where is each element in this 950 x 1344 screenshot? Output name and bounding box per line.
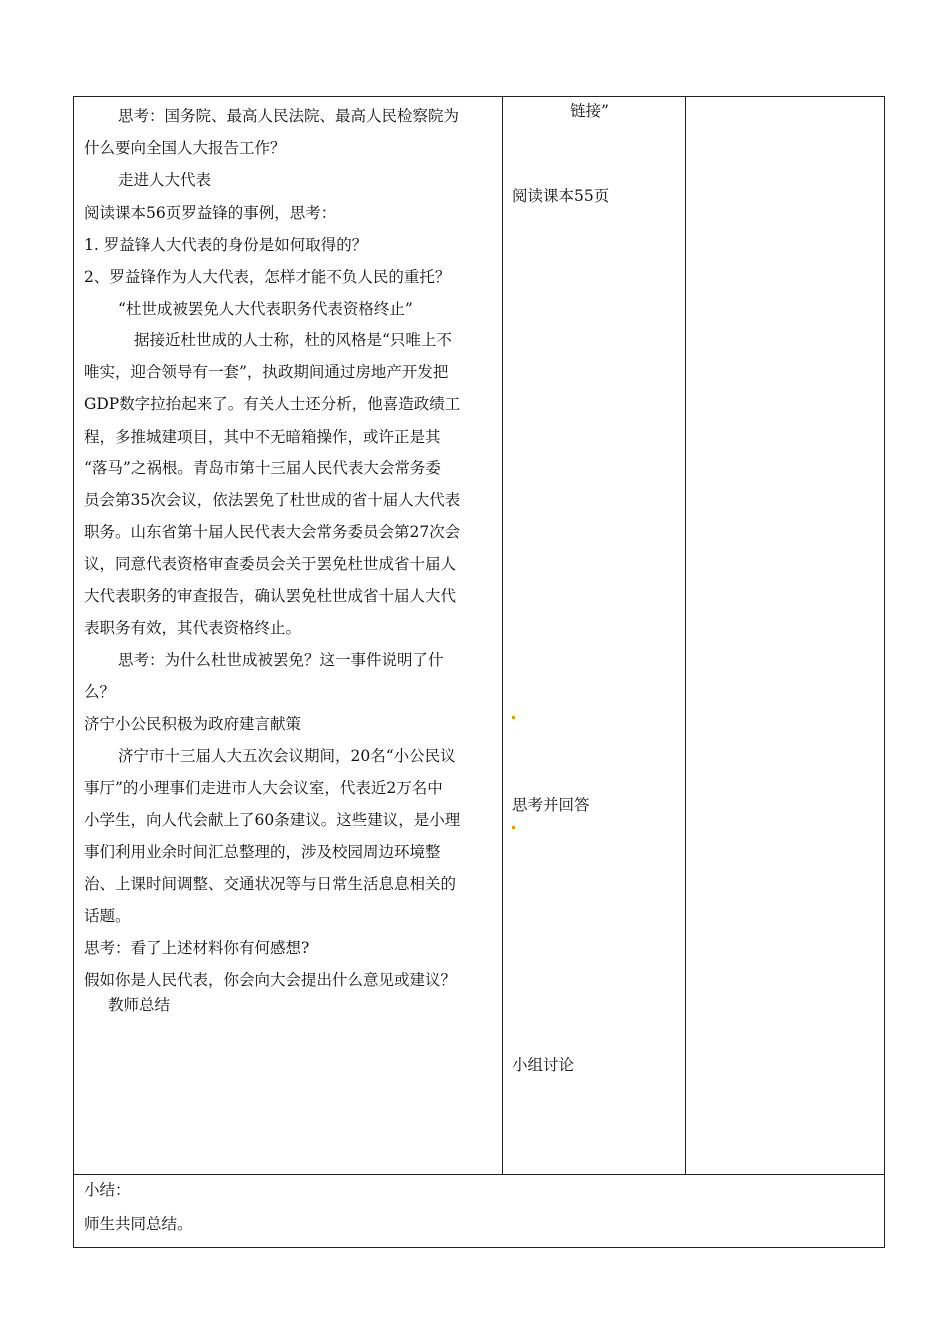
left-text-line: 议，同意代表资格审查委员会关于罢免杜世成省十届人	[84, 555, 457, 573]
read-textbook-text: 阅读课本55页	[512, 187, 610, 205]
left-text-line: 事们利用业余时间汇总整理的，涉及校园周边环境整	[84, 843, 441, 861]
column-divider-2	[685, 96, 686, 1174]
left-text-line: 教师总结	[108, 996, 171, 1014]
left-text-line: 济宁市十三届人大五次会议期间，20名“小公民议	[118, 747, 456, 765]
left-text-line: 程，多推城建项目，其中不无暗箱操作，或许正是其	[84, 428, 441, 446]
left-text-line: 1. 罗益锋人大代表的身份是如何取得的？	[84, 236, 368, 254]
left-text-line: 假如你是人民代表，你会向大会提出什么意见或建议？	[84, 971, 457, 989]
left-text-line: 济宁小公民积极为政府建言献策	[84, 715, 302, 733]
left-text-line: 据接近杜世成的人士称，杜的风格是“只唯上不	[134, 331, 452, 349]
group-discuss-text: 小组讨论	[512, 1056, 575, 1074]
left-text-line: 事厅”的小理事们走进市人大会议室，代表近2万名中	[84, 779, 443, 797]
left-text-line: GDP数字拉抬起来了。有关人士还分析，他喜造政绩工	[84, 395, 461, 413]
left-text-line: “落马”之祸根。青岛市第十三届人民代表大会常务委	[84, 459, 441, 477]
left-text-line: 唯实，迎合领导有一套”，执政期间通过房地产开发把	[84, 363, 449, 381]
decorative-mark	[512, 826, 515, 829]
link-text: 链接”	[570, 102, 609, 120]
left-text-line: 走进人大代表	[118, 171, 212, 189]
left-text-line: 表职务有效，其代表资格终止。	[84, 619, 302, 637]
column-divider-1	[502, 96, 503, 1174]
summary-row-divider	[73, 1174, 885, 1175]
left-text-line: 思考：国务院、最高人民法院、最高人民检察院为	[118, 107, 460, 125]
left-text-line: 阅读课本56页罗益锋的事例，思考：	[84, 204, 337, 222]
left-text-line: 大代表职务的审查报告，确认罢免杜世成省十届人大代	[84, 587, 457, 605]
left-text-line: “杜世成被罢免人大代表职务代表资格终止”	[118, 300, 413, 318]
left-text-line: 员会第35次会议，依法罢免了杜世成的省十届人大代表	[84, 491, 461, 509]
left-text-line: 职务。山东省第十届人民代表大会常务委员会第27次会	[84, 523, 461, 541]
left-text-line: 么？	[84, 683, 116, 701]
left-text-line: 思考：看了上述材料你有何感想?	[84, 939, 310, 957]
left-text-line: 话题。	[84, 907, 131, 925]
summary-label: 小结：	[84, 1181, 131, 1199]
left-text-line: 小学生，向人代会献上了60条建议。这些建议，是小理	[84, 811, 461, 829]
left-text-line: 什么要向全国人大报告工作？	[84, 139, 286, 157]
left-text-line: 治、上课时间调整、交通状况等与日常生活息息相关的	[84, 875, 457, 893]
think-answer-text: 思考并回答	[512, 796, 590, 814]
summary-text: 师生共同总结。	[84, 1215, 193, 1233]
left-text-line: 2、罗益锋作为人大代表，怎样才能不负人民的重托？	[84, 268, 451, 286]
decorative-mark	[512, 716, 515, 719]
left-text-line: 思考：为什么杜世成被罢免？这一事件说明了什	[118, 651, 444, 669]
